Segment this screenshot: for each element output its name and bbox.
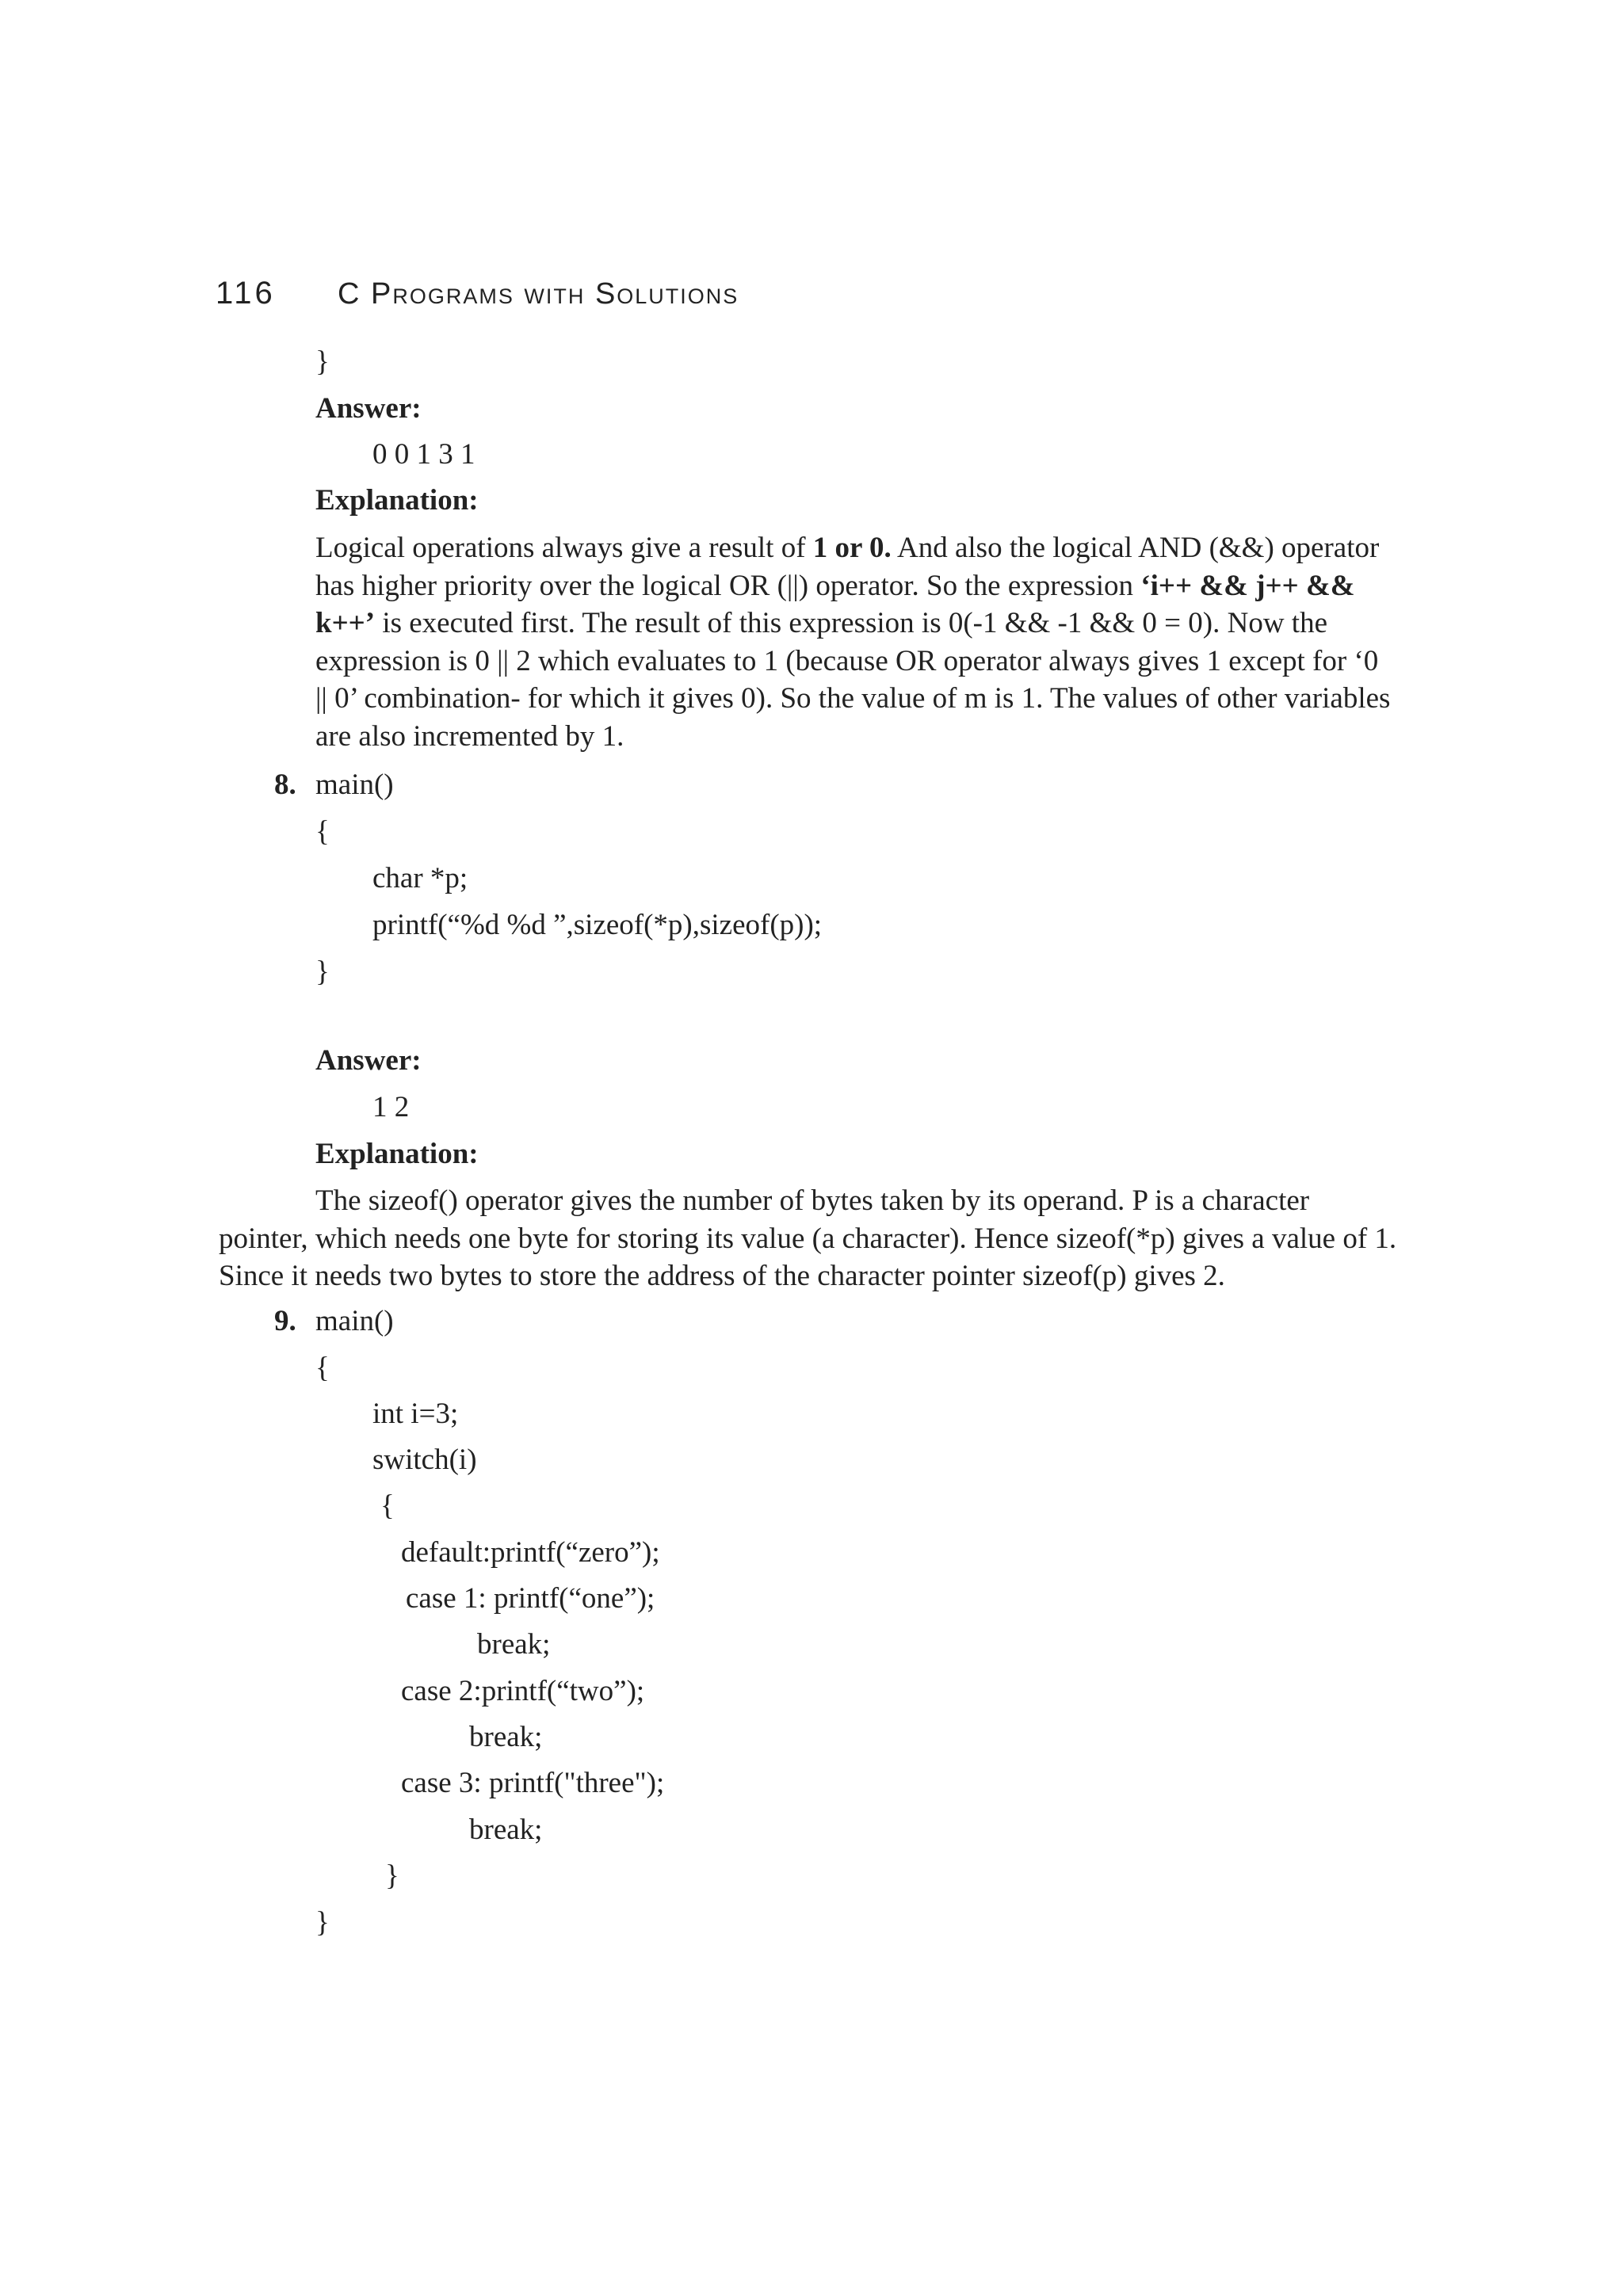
- code-line: break;: [469, 1814, 543, 1846]
- explanation-line: Logical operations always give a result of 1 or 0. And also the logical AND (&&) operator: [315, 532, 1380, 564]
- code-line: }: [385, 1859, 399, 1892]
- code-line: char *p;: [372, 862, 468, 894]
- page-number: 116: [216, 276, 276, 311]
- answer-label: Answer:: [315, 1044, 422, 1077]
- code-line: {: [315, 815, 330, 848]
- explanation-line: Since it needs two bytes to store the address of the character pointer sizeof(p) gives 2.: [219, 1260, 1225, 1292]
- code-line: switch(i): [372, 1444, 477, 1476]
- running-title: C Programs with Solutions: [338, 277, 739, 311]
- explanation-line: expression is 0 || 2 which evaluates to 1 (because OR operator always gives 1 except for ‘0: [315, 644, 1379, 677]
- code-line: case 1: printf(“one”);: [406, 1582, 655, 1615]
- code-line: }: [315, 1906, 330, 1939]
- code-line: printf(“%d %d ”,sizeof(*p),sizeof(p));: [372, 909, 823, 941]
- code-line: {: [380, 1489, 395, 1522]
- explanation-paragraph: [315, 529, 1406, 755]
- code-line: main(): [315, 1305, 394, 1337]
- code-line: case 3: printf("three");: [401, 1767, 665, 1799]
- code-line: {: [315, 1352, 330, 1384]
- code-line: default:printf(“zero”);: [401, 1536, 660, 1569]
- question-number: 9.: [274, 1305, 296, 1337]
- code-line: break;: [477, 1628, 551, 1661]
- explanation-paragraph: [219, 1182, 1404, 1295]
- explanation-label: Explanation:: [315, 1138, 479, 1170]
- code-closing-brace: }: [315, 345, 330, 378]
- explanation-line: are also incremented by 1.: [315, 719, 624, 753]
- explanation-line: The sizeof() operator gives the number of bytes taken by its operand. P is a character: [315, 1184, 1310, 1217]
- explanation-label: Explanation:: [315, 484, 479, 517]
- code-line: int i=3;: [372, 1398, 459, 1430]
- explanation-line: || 0’ combination- for which it gives 0). So the value of m is 1. The values of other variables: [315, 682, 1391, 715]
- explanation-line: pointer, which needs one byte for storing its value (a character). Hence sizeof(*p) gives a value of 1.: [219, 1222, 1397, 1255]
- answer-label: Answer:: [315, 392, 422, 425]
- code-line: case 2:printf(“two”);: [401, 1675, 645, 1707]
- code-line: main(): [315, 769, 394, 801]
- answer-value: 0 0 1 3 1: [372, 438, 475, 471]
- code-line: }: [315, 955, 330, 988]
- question-number: 8.: [274, 769, 296, 801]
- answer-value: 1 2: [372, 1091, 410, 1123]
- explanation-line: has higher priority over the logical OR (||) operator. So the expression ‘i++ && j++ &&: [315, 569, 1355, 602]
- explanation-line: k++’ is executed first. The result of this expression is 0(-1 && -1 && 0 = 0). Now the: [315, 607, 1327, 639]
- code-line: break;: [469, 1721, 543, 1753]
